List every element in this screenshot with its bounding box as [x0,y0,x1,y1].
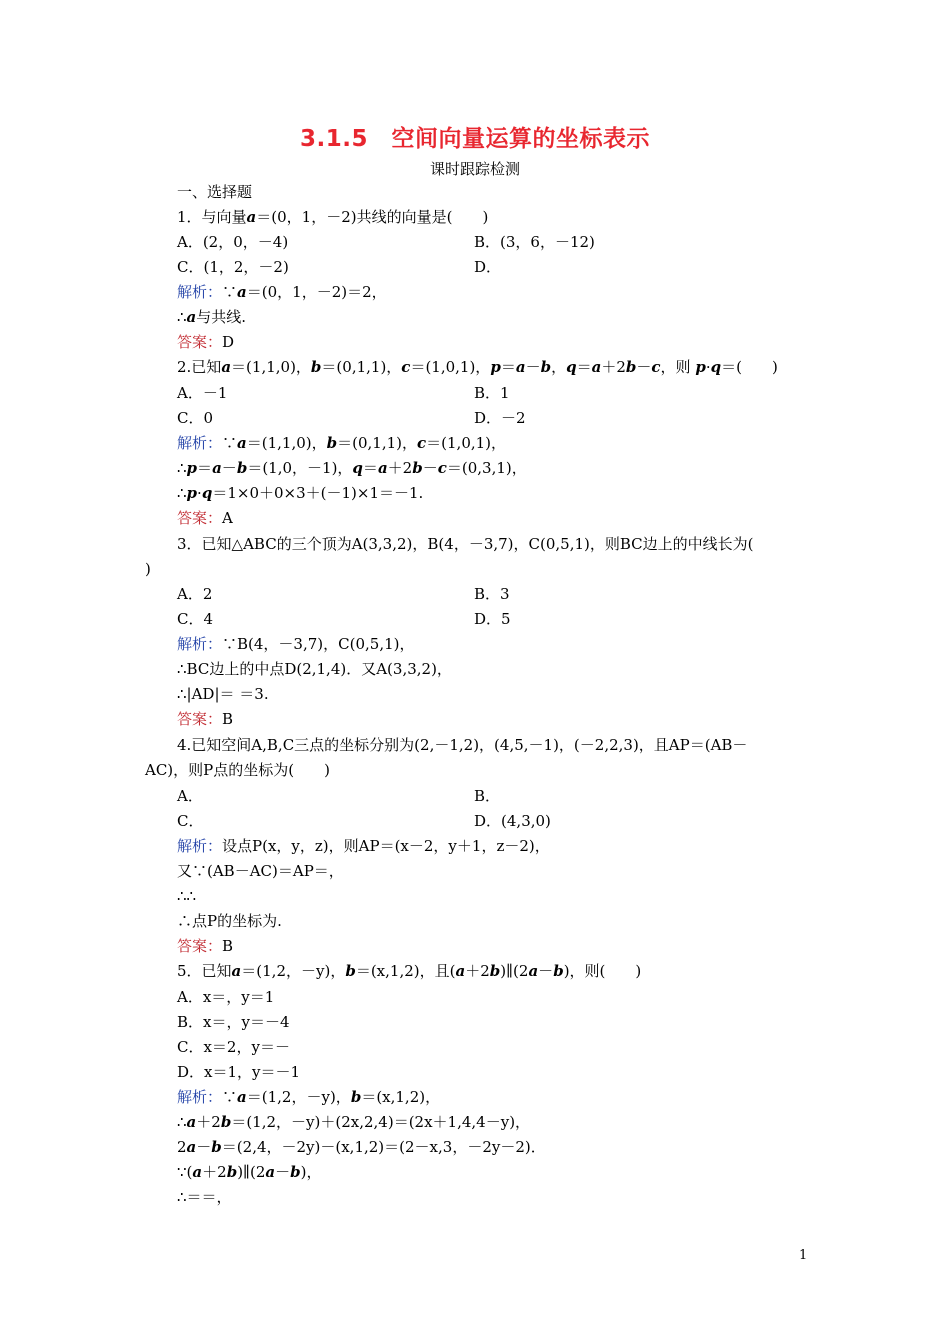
q2-option-a: A．－1 [177,384,228,402]
q4-option-a: A． [177,787,203,805]
q3-stem: 3．已知△ABC的三个顶为A(3,3,2)，B(4，－3,7)，C(0,5,1)，则BC边上的中线长为( [177,535,754,553]
q4-analysis-3: ∴∴ [177,887,197,905]
q2-analysis-3: ∴p·q＝1×0＋0×3＋(－1)×1＝－1. [177,484,424,502]
q2-option-b: B．1 [474,384,510,402]
q1-option-d: D． [474,258,502,276]
q5-analysis-4: ∵(a＋2b)∥(2a－b)， [177,1163,322,1181]
q4-stem: 4.已知空间A,B,C三点的坐标分别为(2,－1,2)，(4,5,－1)，(－2,2,3)，且AP＝(AB－ [177,736,748,754]
q3-stem-cont: ) [145,560,151,578]
q3-option-c: C．4 [177,610,214,628]
q2-analysis-2: ∴p＝a－b＝(1,0，－1)，q＝a＋2b－c＝(0,3,1)， [177,459,527,477]
q5-stem: 5．已知a＝(1,2，－y)，b＝(x,1,2)，且(a＋2b)∥(2a－b)，则( ) [177,962,642,980]
q4-analysis-2: 又∵(AB－AC)＝AP＝， [177,862,344,880]
page-title: 3.1.5 空间向量运算的坐标表示 [300,126,650,152]
q5-option-d: D．x＝1，y＝－1 [177,1063,301,1081]
q1-option-b: B．(3，6，－12) [474,233,595,251]
q2-option-c: C．0 [177,409,214,427]
q5-option-c: C．x＝2，y＝－ [177,1038,290,1056]
q3-analysis-1: 解析：∵B(4，－3,7)，C(0,5,1)， [177,635,415,653]
q1-option-a: A．(2，0，－4) [177,233,289,251]
q1-analysis-2: ∴a与共线. [177,308,247,326]
q2-answer: 答案：A [177,509,233,527]
section-heading: 一、选择题 [177,183,253,201]
q4-option-d: D．(4,3,0) [474,812,551,830]
q3-option-b: B．3 [474,585,510,603]
q4-analysis-4: ∴点P的坐标为. [177,912,282,930]
q5-analysis-5: ∴＝＝， [177,1188,232,1206]
q1-option-c: C．(1，2，－2) [177,258,289,276]
q3-option-d: D．5 [474,610,511,628]
q2-option-d: D．－2 [474,409,526,427]
q5-option-b: B．x＝，y＝－4 [177,1013,290,1031]
page-number: 1 [799,1248,808,1263]
q3-analysis-3: ∴|AD|＝ ＝3. [177,685,269,703]
page-subtitle: 课时跟踪检测 [429,160,520,178]
q4-stem-cont: AC)，则P点的坐标为( ) [145,761,330,779]
q4-answer: 答案：B [177,937,234,955]
q3-option-a: A．2 [177,585,213,603]
q3-answer: 答案：B [177,710,234,728]
q4-option-b: B． [474,787,501,805]
q2-analysis-1: 解析：∵a＝(1,1,0)，b＝(0,1,1)，c＝(1,0,1)， [177,434,507,452]
q1-analysis-1: 解析：∵a＝(0，1，－2)＝2， [177,283,387,301]
q3-analysis-2: ∴BC边上的中点D(2,1,4)．又A(3,3,2)， [177,660,452,678]
q5-analysis-2: ∴a＋2b＝(1,2，－y)＋(2x,2,4)＝(2x＋1,4,4－y)， [177,1113,531,1131]
q1-stem: 1．与向量a＝(0，1，－2)共线的向量是( ) [177,208,489,226]
q5-analysis-1: 解析：∵a＝(1,2，－y)，b＝(x,1,2)， [177,1088,441,1106]
q4-option-c: C． [177,812,204,830]
q5-analysis-3: 2a－b＝(2,4，－2y)－(x,1,2)＝(2－x,3，－2y－2)． [177,1138,546,1156]
q5-option-a: A．x＝，y＝1 [177,988,275,1006]
q4-analysis-1: 解析：设点P(x，y，z)，则AP＝(x－2，y＋1，z－2)， [177,837,550,855]
q1-answer: 答案：D [177,333,235,351]
q2-stem: 2.已知a＝(1,1,0)，b＝(0,1,1)，c＝(1,0,1)，p＝a－b，q＝a＋2b－c，则 p·q＝( ) [177,358,778,376]
